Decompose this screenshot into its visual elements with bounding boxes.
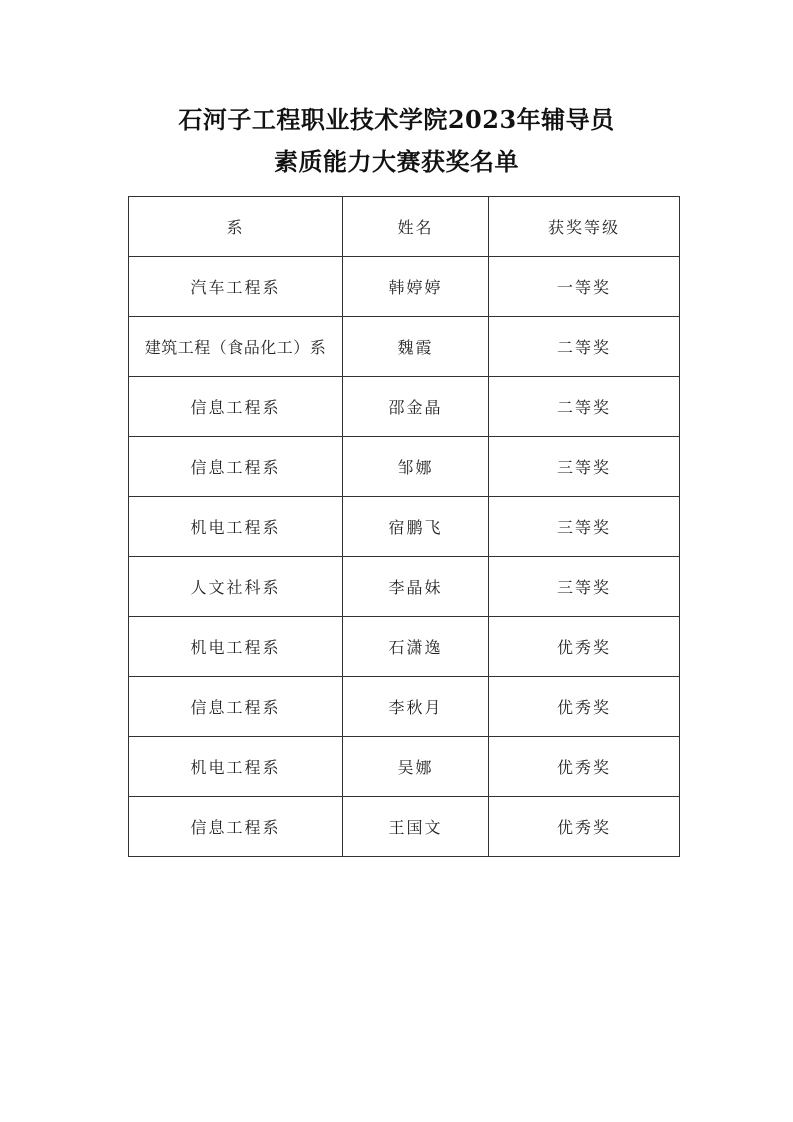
cell-department: 信息工程系 bbox=[129, 677, 343, 737]
cell-award: 三等奖 bbox=[489, 557, 680, 617]
cell-award: 优秀奖 bbox=[489, 617, 680, 677]
table-header-row bbox=[129, 197, 680, 257]
cell-department: 机电工程系 bbox=[129, 617, 343, 677]
cell-department: 信息工程系 bbox=[129, 797, 343, 857]
table-row bbox=[129, 257, 680, 317]
table-row bbox=[129, 377, 680, 437]
table-row bbox=[129, 437, 680, 497]
cell-award: 优秀奖 bbox=[489, 737, 680, 797]
table-row bbox=[129, 677, 680, 737]
cell-award: 二等奖 bbox=[489, 377, 680, 437]
cell-award: 优秀奖 bbox=[489, 797, 680, 857]
table-row bbox=[129, 617, 680, 677]
cell-award: 三等奖 bbox=[489, 497, 680, 557]
table-row bbox=[129, 737, 680, 797]
cell-name: 韩婷婷 bbox=[343, 257, 489, 317]
header-department: 系 bbox=[129, 197, 343, 257]
cell-department: 建筑工程（食品化工）系 bbox=[129, 317, 343, 377]
cell-name: 邵金晶 bbox=[343, 377, 489, 437]
header-name: 姓名 bbox=[343, 197, 489, 257]
cell-award: 三等奖 bbox=[489, 437, 680, 497]
header-award: 获奖等级 bbox=[489, 197, 680, 257]
cell-award: 一等奖 bbox=[489, 257, 680, 317]
cell-department: 机电工程系 bbox=[129, 497, 343, 557]
cell-name: 邹娜 bbox=[343, 437, 489, 497]
cell-department: 汽车工程系 bbox=[129, 257, 343, 317]
cell-name: 石潇逸 bbox=[343, 617, 489, 677]
cell-name: 王国文 bbox=[343, 797, 489, 857]
table-row bbox=[129, 797, 680, 857]
cell-department: 人文社科系 bbox=[129, 557, 343, 617]
table-row bbox=[129, 497, 680, 557]
cell-name: 吴娜 bbox=[343, 737, 489, 797]
award-table bbox=[128, 196, 680, 857]
cell-department: 机电工程系 bbox=[129, 737, 343, 797]
table-row bbox=[129, 317, 680, 377]
table-row bbox=[129, 557, 680, 617]
cell-award: 二等奖 bbox=[489, 317, 680, 377]
cell-department: 信息工程系 bbox=[129, 437, 343, 497]
cell-name: 宿鹏飞 bbox=[343, 497, 489, 557]
cell-name: 李秋月 bbox=[343, 677, 489, 737]
page-title-line-1: 石河子工程职业技术学院2023年辅导员 bbox=[178, 105, 615, 134]
page-title-line-2: 素质能力大赛获奖名单 bbox=[274, 147, 519, 176]
cell-name: 魏霞 bbox=[343, 317, 489, 377]
cell-award: 优秀奖 bbox=[489, 677, 680, 737]
cell-name: 李晶妹 bbox=[343, 557, 489, 617]
cell-department: 信息工程系 bbox=[129, 377, 343, 437]
